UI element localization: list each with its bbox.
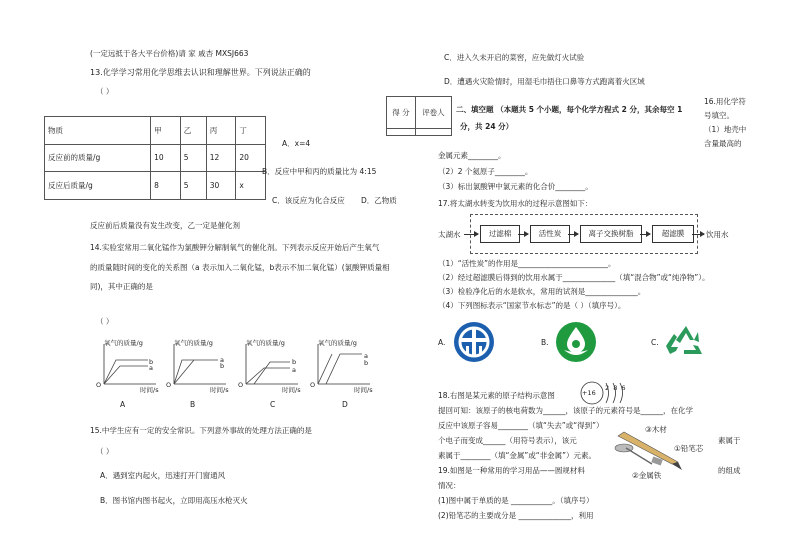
graph-b-series-b: b (220, 362, 225, 370)
q16-title-cont: 号填空。 (704, 111, 734, 120)
q18-line-4: 素属于________（填“金属”或“非金属”）元素。 (438, 451, 597, 460)
graph-c-origin: O (238, 381, 244, 389)
q16-item-3: （3）标出氯酸钾中氯元素的化合价________。 (438, 182, 593, 191)
q17-stem: 17.将太湖水转变为饮用水的过程示意图如下： (438, 199, 593, 208)
table-header: 甲 (151, 117, 181, 145)
graph-d-ylabel: 氧气的质量/g (318, 339, 357, 347)
q19-stem-cont: 的组成 (718, 466, 741, 475)
flow-step-filter-cotton: 过滤棉 (480, 225, 520, 243)
atom-shells: 2 8 6 (605, 384, 627, 392)
flow-arrow (518, 234, 528, 235)
q16-item-1: （1）地壳中 (704, 125, 747, 134)
graph-label-b: B (190, 400, 196, 409)
label-wood: ③木材 (645, 425, 667, 434)
q16-item-2: （2）2 个氦原子________。 (438, 167, 533, 176)
flow-end: 饮用水 (706, 230, 729, 239)
graph-a-series-b: b (149, 358, 154, 366)
grader-cell-value (415, 129, 451, 136)
grader-cell-label: 评卷人 (415, 97, 451, 129)
score-table (386, 96, 452, 136)
table-cell: 30 (206, 172, 236, 200)
graph-a-xlabel: 时间/s (140, 386, 159, 394)
graph-d-origin: O (310, 381, 316, 389)
q14-answer-paren: （ ） (96, 317, 114, 326)
graph-c-series-b: b (292, 358, 297, 366)
q18-line-3: 个电子而变成______（用符号表示），该元 (438, 436, 577, 445)
q13-stem: 13.化学学习常用化学思维去认识和理解世界。下列说法正确的 (90, 68, 311, 77)
q18-belong-text: 素属于 (718, 436, 741, 445)
q17-item-4: （4）下列图标表示“国家节水标志”的是（ ）（填序号）。 (438, 301, 626, 310)
q15-option-d: D．遭遇火灾险情时，用湿毛巾捂住口鼻等方式跑离着火区域 (444, 77, 645, 86)
q19-item-2: (2)铅笔芯的主要成分是 ______________，利用 (438, 511, 594, 520)
q17-item-3: （3）检验净化后的水是软水，常用的试剂是______________。 (438, 287, 646, 296)
graph-c-series-a: a (292, 366, 296, 374)
flow-step-ion-exchange: 离子交换树脂 (580, 225, 642, 243)
q19-stem: 19.如图是一种常用的学习用品——圆规材料 (438, 466, 585, 475)
table-row (45, 144, 266, 172)
q13-option-d-cont: 反应前后质量没有发生改变，乙一定是催化剂 (90, 221, 240, 230)
q18-stem: 18.右图是某元素的原子结构示意图 (438, 391, 555, 400)
graph-d-series-a: a (364, 352, 368, 360)
label-pencil-lead: ①铅笔芯 (674, 444, 704, 453)
q14-line: 14.实验室常用二氧化锰作为氯酸钾分解制氧气的催化剂。下列表示反应开始后产生氧气 (90, 243, 380, 252)
graph-label-d: D (342, 400, 348, 409)
q16-title: 16.用化学符 (704, 97, 746, 106)
table-header: 丁 (236, 117, 266, 145)
water-saving-logo-a-icon (452, 320, 496, 364)
q14-line: 同)，其中正确的是 (90, 282, 153, 291)
q13-option-c: C．该反应为化合反应 (272, 196, 345, 205)
table-header: 乙 (180, 117, 206, 145)
q17-item-1: （1）“活性炭”的作用是________________________。 (438, 259, 616, 268)
flow-arrow (464, 234, 478, 235)
score-cell-label: 得 分 (387, 97, 416, 129)
q14-line: 的质量随时间的变化的关系图（a 表示加入二氧化锰，b表示不加二氧化锰）(氯酸钾质量相 (90, 263, 390, 272)
graph-d-plot (312, 340, 372, 390)
table-cell: x (236, 172, 266, 200)
q18-line-2: 反应中该原子容易________（填“失去”或“得到”） (438, 421, 604, 430)
graph-b-series-a: a (220, 356, 224, 364)
q15-option-c: C．进入久未开启的菜窖，应先做灯火试验 (444, 53, 585, 62)
table-header: 物质 (45, 117, 151, 145)
score-cell-value (387, 129, 416, 136)
mass-table (44, 116, 266, 200)
table-cell: 12 (206, 144, 236, 172)
flow-start: 太湖水 (438, 230, 461, 239)
q16-metal: 金属元素________。 (438, 151, 506, 160)
icon-label-a: A. (438, 338, 446, 347)
icon-label-b: B. (541, 338, 549, 347)
graph-d-xlabel: 时间/s (354, 386, 373, 394)
graph-label-a: A (120, 400, 126, 409)
flow-step-ultrafiltration: 超滤膜 (652, 225, 694, 243)
atom-nucleus: +16 (582, 389, 596, 397)
q13-option-a: A．x=4 (282, 139, 311, 148)
graph-a-origin: O (96, 381, 102, 389)
graph-b (168, 340, 228, 390)
graph-b-origin: O (166, 381, 172, 389)
graph-c-plot (240, 340, 300, 390)
header-line: (一定远抵于各大平台价格)请 家 戚杏 MXSJ663 (90, 49, 249, 58)
table-cell: 反应前的质量/g (45, 144, 151, 172)
q15-option-b: B．图书馆内图书起火，立即用高压水枪灭火 (100, 496, 248, 505)
flow-arrow (568, 234, 578, 235)
q16-item-1-cont: 含量最高的 (704, 139, 742, 148)
graph-b-plot (168, 340, 228, 390)
q13-answer-paren: （ ） (96, 87, 114, 96)
q13-option-d: D．乙物质 (361, 196, 397, 205)
q15-option-a: A．遇到室内起火，迅速打开门窗通风 (100, 471, 226, 480)
q13-option-b: B．反应中甲和丙的质量比为 4:15 (262, 167, 377, 176)
graph-c-ylabel: 氧气的质量/g (246, 339, 285, 347)
q17-item-2: （2）经过超滤膜后得到的饮用水属于______________（填“混合物”或“纯净物”）。 (438, 273, 710, 282)
section2-line1: 二、填空题 （本题共 5 个小题，每个化学方程式 2 分，其余每空 1 (456, 105, 683, 114)
table-cell: 反应后质量/g (45, 172, 151, 200)
graph-c (240, 340, 300, 390)
recycle-icon (662, 320, 710, 364)
graph-label-c: C (270, 400, 276, 409)
q15-stem: 15.中学生应有一定的安全常识。下列意外事故的处理方法正确的是 (90, 426, 312, 435)
table-header: 丙 (206, 117, 236, 145)
section2-line2: 分，共 24 分） (460, 122, 514, 131)
flow-step-activated-carbon: 活性炭 (530, 225, 570, 243)
q15-answer-paren: （ ） (96, 447, 114, 456)
label-iron: ②金属铁 (632, 471, 662, 480)
table-cell: 5 (180, 172, 206, 200)
flow-arrow (640, 234, 650, 235)
table-cell: 20 (236, 144, 266, 172)
water-saving-logo-b-icon (554, 320, 598, 364)
table-cell: 10 (151, 144, 181, 172)
flow-arrow (692, 234, 704, 235)
table-cell: 5 (180, 144, 206, 172)
graph-b-xlabel: 时间/s (210, 386, 229, 394)
icon-label-c: C. (651, 338, 659, 347)
graph-b-ylabel: 氧气的质量/g (174, 339, 213, 347)
q19-stem-cont2: 情况： (438, 481, 461, 490)
graph-d (312, 340, 372, 390)
q19-item-1: (1)图中属于单质的是 ___________。（填序号） (438, 496, 594, 505)
graph-a-ylabel: 氧气的质量/g (104, 339, 143, 347)
table-header-row (45, 117, 266, 145)
graph-c-xlabel: 时间/s (282, 386, 301, 394)
table-cell: 8 (151, 172, 181, 200)
graph-a-series-a: a (149, 364, 153, 372)
q18-line-1: 提回可知：该原子的核电荷数为______，该原子的元素符号是______，在化学 (438, 406, 693, 415)
graph-d-series-b: b (364, 359, 369, 367)
table-row (45, 172, 266, 200)
